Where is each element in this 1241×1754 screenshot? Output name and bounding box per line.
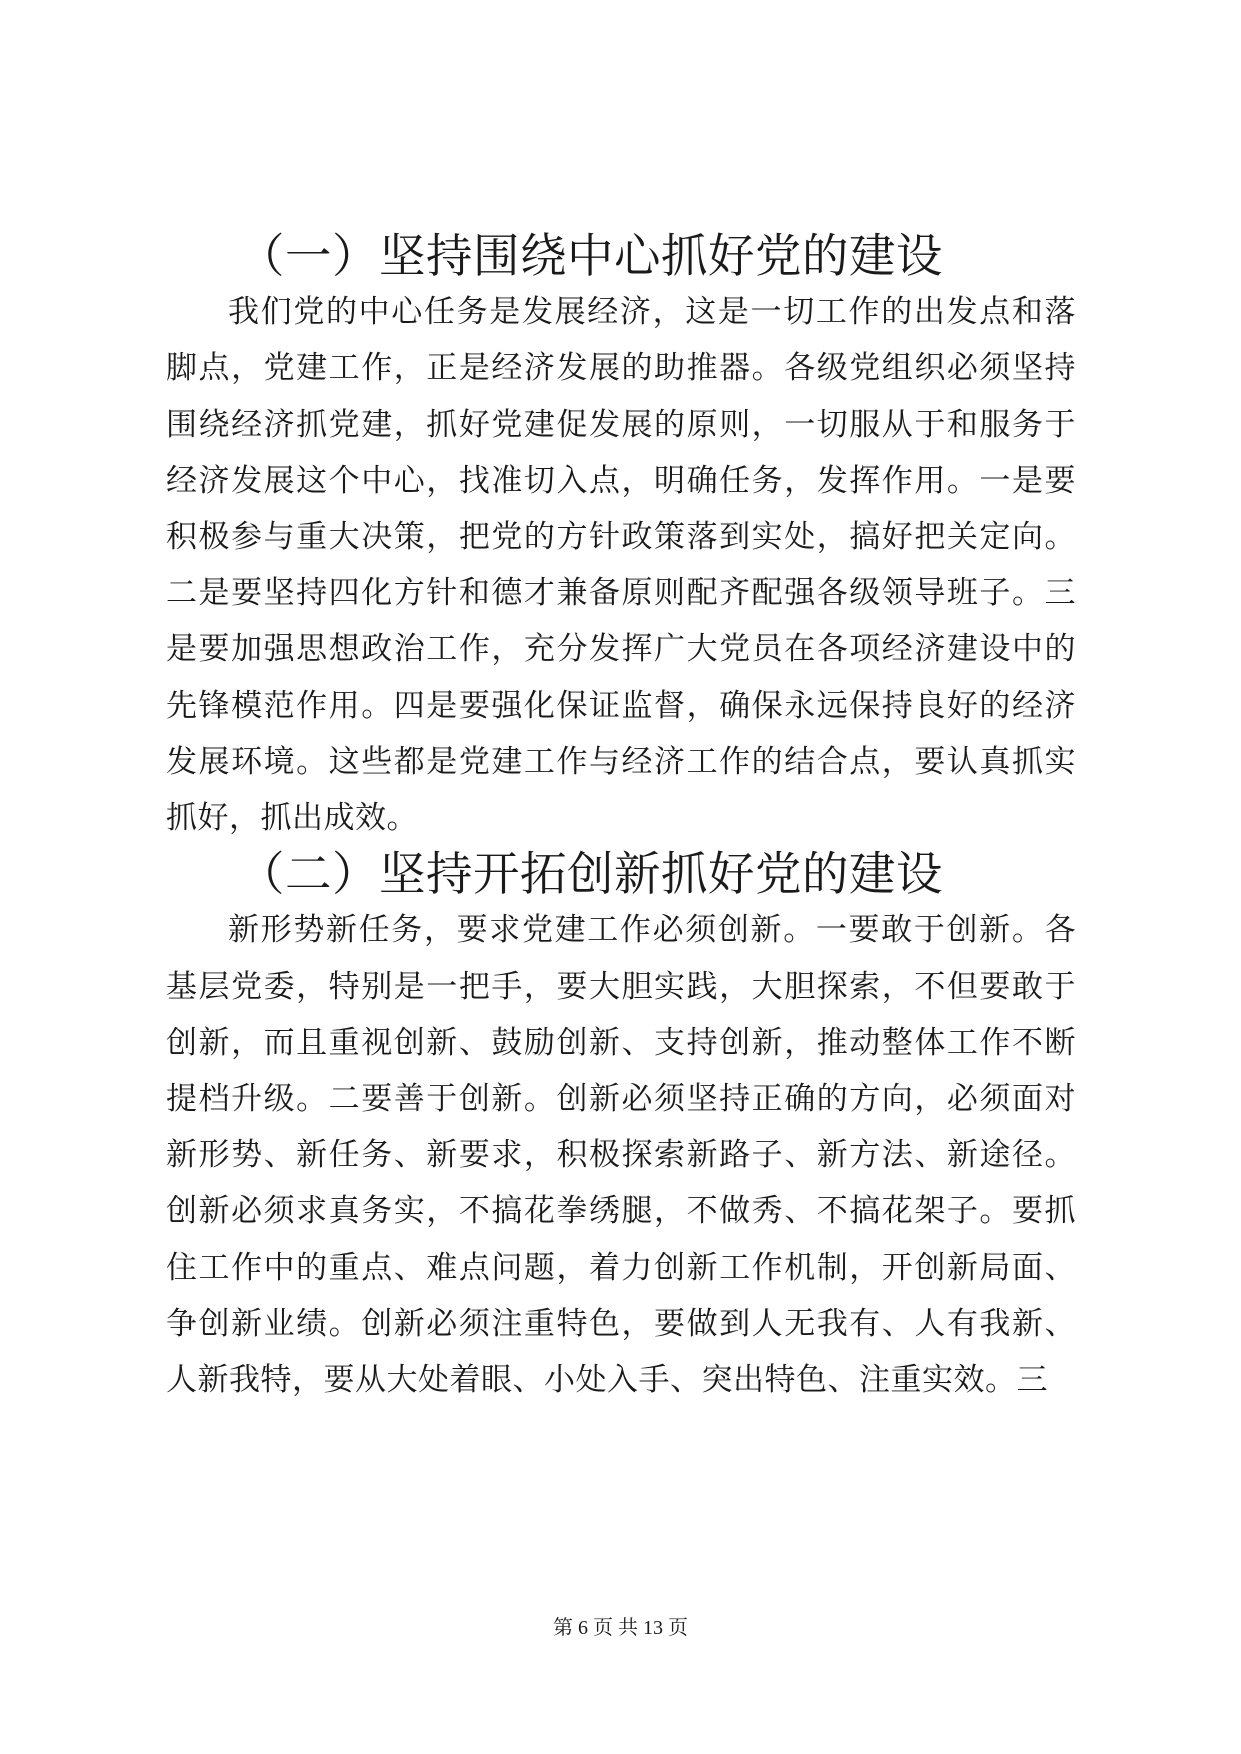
section-paragraph-1: 我们党的中心任务是发展经济，这是一切工作的出发点和落脚点，党建工作，正是经济发展的助推器。各级党组织必须坚持围绕经济抓党建，抓好党建促发展的原则，一切服从于和服务于经济发展这个中心，找准切入点，明确任务，发挥作用。一是要积极参与重大决策，把党的方针政策落到实处，搞好把关定向。二是要坚持四化方针和德才兼备原则配齐配强各级领导班子。三是要加强思想政治工作，充分发挥广大党员在各项经济建设中的先锋模范作用。四是要强化保证监督，确保永远保持良好的经济发展环境。这些都是党建工作与经济工作的结合点，要认真抓实抓好，抓出成效。: [166, 294, 1076, 837]
section-heading-2: （二）坚持开拓创新抓好党的建设: [238, 847, 943, 902]
section-heading-1: （一）坚持围绕中心抓好党的建设: [238, 229, 943, 283]
page-footer: 第 6 页 共 13 页: [553, 1617, 688, 1639]
section-paragraph-2: 新形势新任务，要求党建工作必须创新。一要敢于创新。各基层党委，特别是一把手，要大胆实践，大胆探索，不但要敢于创新，而且重视创新、鼓励创新、支持创新，推动整体工作不断提档升级。二要善于创新。创新必须坚持正确的方向，必须面对新形势、新任务、新要求，积极探索新路子、新方法、新途径。创新必须求真务实，不搞花拳绣腿，不做秀、不搞花架子。要抓住工作中的重点、难点问题，着力创新工作机制，开创新局面、争创新业绩。创新必须注重特色，要做到人无我有、人有我新、人新我特，要从大处着眼、小处入手、突出特色、注重实效。三: [166, 912, 1076, 1399]
document-body: [166, 228, 1076, 1408]
